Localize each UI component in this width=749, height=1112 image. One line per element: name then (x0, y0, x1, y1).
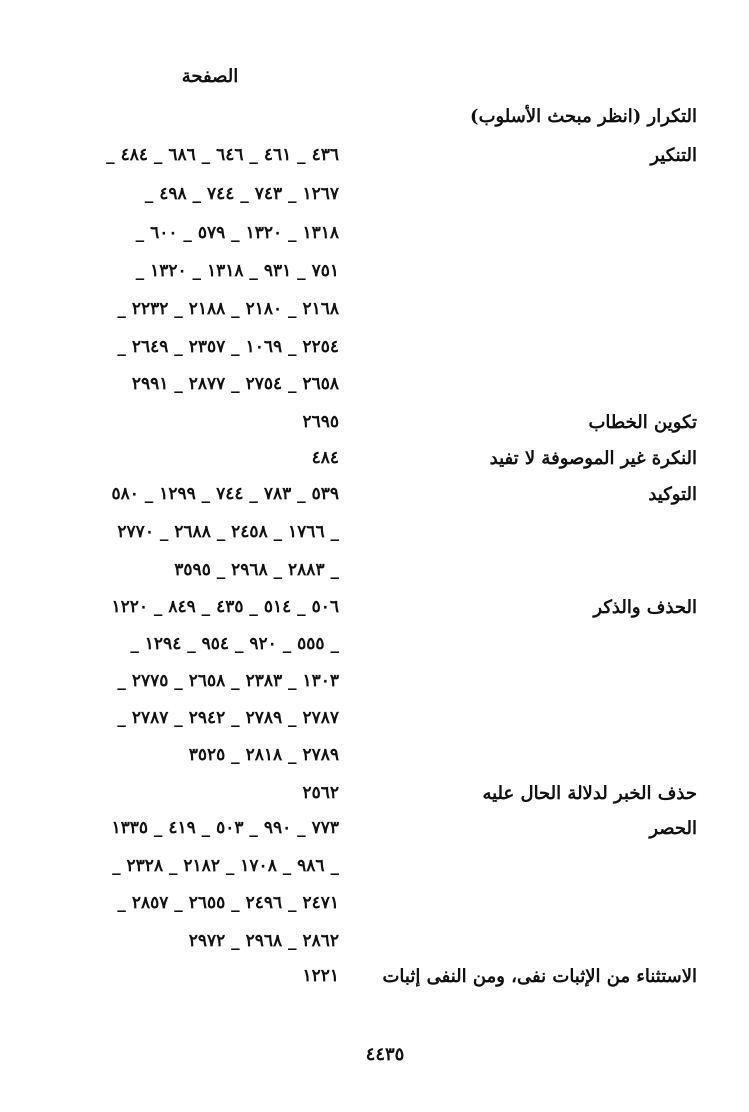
page-references: _ ٩٨٦ _ ١٧٠٨ _ ٢١٨٢ _ ٢٣٢٨ _ (112, 856, 339, 876)
page-references: ٤٣٦ _ ٤٦١ _ ٦٤٦ _ ٦٨٦ _ ٤٨٤ _ (106, 145, 339, 165)
page-references: ٢٤٧١ _ ٢٤٩٦ _ ٢٦٥٥ _ ٢٨٥٧ _ (117, 893, 339, 913)
index-row (0, 484, 749, 522)
page-references: ٢١٦٨ _ ٢١٨٠ _ ٢١٨٨ _ ٢٢٣٢ _ (117, 299, 339, 319)
index-term: النكرة غير الموصوفة لا تفيد (489, 448, 697, 469)
page-references: _ ١٧٦٦ _ ٢٤٥٨ _ ٢٦٨٨ _ ٢٧٧٠ (117, 522, 339, 542)
index-term: التوكيد (648, 484, 697, 505)
page-references: ٢٧٨٩ _ ٢٨١٨ _ ٣٥٢٥ (188, 745, 339, 765)
page-references: ٤٨٤ (311, 448, 339, 468)
index-row (0, 412, 749, 450)
index-row (0, 261, 749, 299)
page-references: ٥٠٦ _ ٥١٤ _ ٤٣٥ _ ٨٤٩ _ ١٢٢٠ (111, 597, 339, 617)
page-references: ٢٦٥٨ _ ٢٧٥٤ _ ٢٨٧٧ _ ٢٩٩١ (131, 374, 339, 394)
page-references: ٧٥١ _ ٩٣١ _ ١٣١٨ _ ١٣٢٠ _ (135, 261, 339, 281)
index-term: تكوين الخطاب (588, 412, 697, 433)
page-references: ١٣١٨ _ ١٣٢٠ _ ٥٧٩ _ ٦٠٠ _ (135, 223, 339, 243)
index-row (0, 818, 749, 856)
index-term: التكرار (انظر مبحث الأسلوب) (470, 106, 697, 127)
page-references: ١٢٦٧ _ ٧٤٣ _ ٧٤٤ _ ٤٩٨ _ (144, 184, 339, 204)
page-references: ١٣٠٣ _ ٢٣٨٣ _ ٢٦٥٨ _ ٢٧٧٥ _ (117, 671, 339, 691)
page-number: ٤٤٣٥ (365, 1044, 405, 1065)
index-row (0, 145, 749, 183)
page-references: ١٢٢١ (302, 966, 339, 986)
index-term: الحذف والذكر (593, 597, 697, 618)
index-row (0, 856, 749, 894)
index-row (0, 106, 749, 144)
index-row (0, 522, 749, 560)
index-row (0, 560, 749, 598)
index-term: حذف الخبر لدلالة الحال عليه (482, 783, 697, 804)
index-row (0, 966, 749, 1004)
index-row (0, 299, 749, 337)
page-references: ٥٣٩ _ ٧٨٣ _ ٧٤٤ _ ١٢٩٩ _ ٥٨٠ (111, 484, 339, 504)
page-references: _ ٥٥٥ _ ٩٢٠ _ ٩٥٤ _ ١٢٩٤ _ (130, 634, 339, 654)
page-column-header: الصفحة (181, 66, 239, 87)
index-row (0, 184, 749, 222)
page-references: ٢٨٦٢ _ ٢٩٦٨ _ ٢٩٧٢ (188, 931, 339, 951)
index-row (0, 634, 749, 672)
index-row (0, 337, 749, 375)
index-row (0, 671, 749, 709)
index-row (0, 783, 749, 821)
page-references: ٢٧٨٧ _ ٢٧٨٩ _ ٢٩٤٢ _ ٢٧٨٧ _ (117, 708, 339, 728)
index-row (0, 597, 749, 635)
page-references: ٢٥٦٢ (302, 783, 339, 803)
index-row (0, 223, 749, 261)
index-row (0, 708, 749, 746)
index-row (0, 374, 749, 412)
page-references: ٧٧٣ _ ٩٩٠ _ ٥٠٣ _ ٤١٩ _ ١٣٣٥ (111, 818, 339, 838)
index-row (0, 745, 749, 783)
index-term: التنكير (650, 145, 697, 166)
index-row (0, 931, 749, 969)
page-references: ٢٢٥٤ _ ١٠٦٩ _ ٢٣٥٧ _ ٢٦٤٩ _ (117, 337, 339, 357)
index-term: الاستثناء من الإثبات نفى، ومن النفى إثبات (382, 966, 697, 987)
index-row (0, 893, 749, 931)
index-row (0, 448, 749, 486)
page-references: _ ٢٨٨٣ _ ٢٩٦٨ _ ٣٥٩٥ (174, 560, 339, 580)
page-references: ٢٦٩٥ (302, 412, 339, 432)
index-term: الحصر (649, 818, 697, 839)
